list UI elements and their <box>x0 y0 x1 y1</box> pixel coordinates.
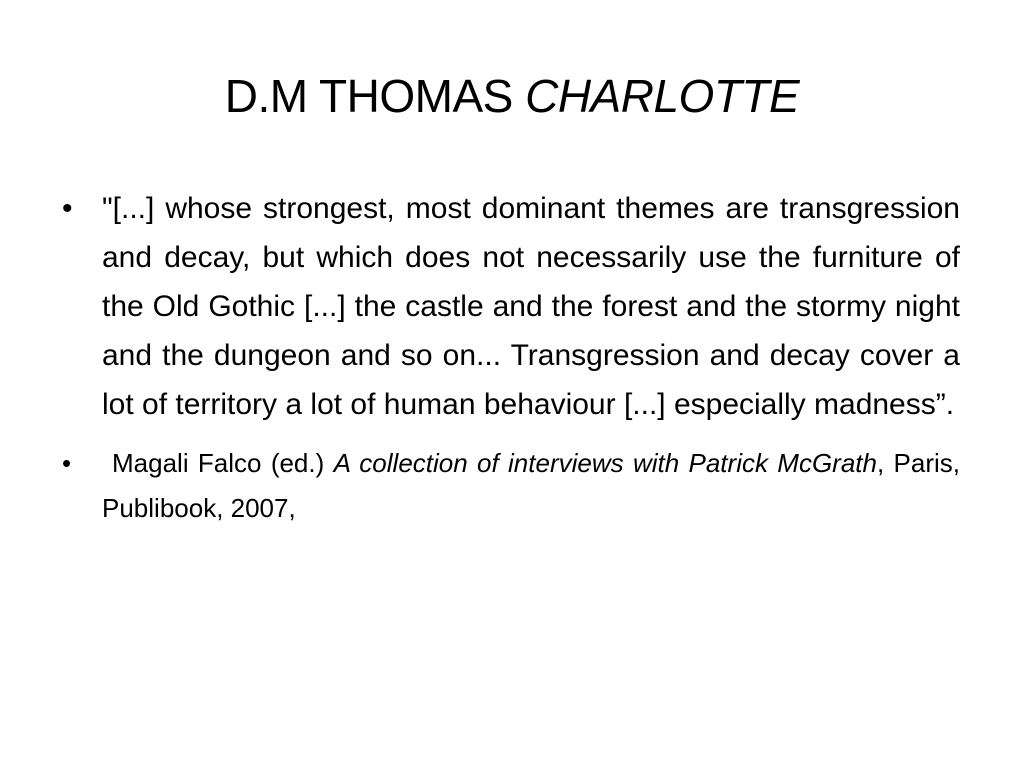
citation-author: Magali Falco (ed.) <box>112 448 334 478</box>
bullet-icon: • <box>62 192 73 225</box>
quote-text: "[...] whose strongest, most dominant themes are transgression and decay, but which does not necessarily use the furniture of the Old Gothic [...] the castle and the forest and the stormy night and the dungeon and so on... Transgression and decay cover a lot of territory a lot of human behaviour [...] especially madness”. <box>102 192 960 421</box>
bullet-citation <box>0 441 1024 531</box>
title-author: D.M THOMAS <box>224 70 526 122</box>
bullet-icon: • <box>62 448 72 478</box>
citation-details: , Paris, Publibook, 2007, <box>102 448 960 523</box>
slide-title <box>0 64 1024 128</box>
bullet-quote <box>0 184 1024 429</box>
bullet-list <box>0 184 1024 531</box>
citation-book-title: A collection of interviews with Patrick McGrath <box>333 448 877 478</box>
title-work: CHARLOTTE <box>525 70 800 122</box>
